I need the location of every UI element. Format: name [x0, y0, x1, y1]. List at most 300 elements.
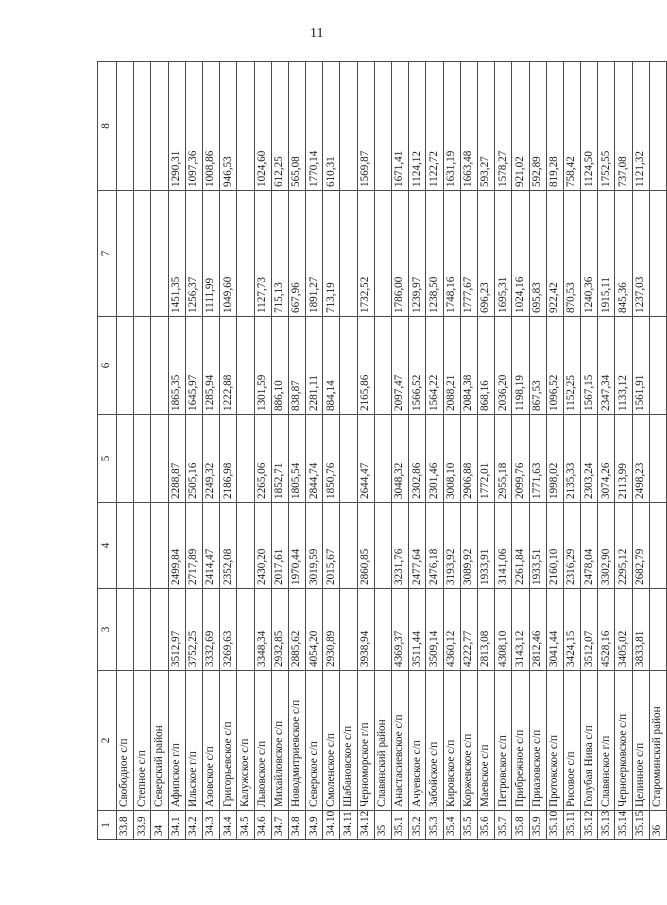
value-col-8: 1121,32	[632, 62, 649, 191]
settlement-name: Забойское с/п	[426, 671, 443, 811]
table-row	[357, 62, 374, 840]
value-col-3	[237, 589, 254, 671]
value-col-6: 1566,52	[409, 317, 426, 415]
page-number: 11	[310, 26, 324, 41]
settlement-name: Черноерковское с/п	[615, 671, 632, 811]
value-col-7: 715,13	[271, 191, 288, 317]
value-col-8: 1122,72	[426, 62, 443, 191]
value-col-4: 2316,29	[563, 503, 580, 589]
value-col-7: 1695,31	[495, 191, 512, 317]
value-col-6: 1198,19	[512, 317, 529, 415]
column-header: 5	[98, 415, 117, 503]
value-col-4: 1933,51	[529, 503, 546, 589]
value-col-3	[374, 589, 391, 671]
value-col-8: 946,53	[220, 62, 237, 191]
row-index: 34.9	[306, 811, 323, 840]
table-row	[306, 62, 323, 840]
row-index: 34.7	[271, 811, 288, 840]
value-col-6	[237, 317, 254, 415]
value-col-7: 1127,73	[254, 191, 271, 317]
value-col-5	[117, 415, 134, 503]
row-index: 35.11	[563, 811, 580, 840]
value-col-5: 2844,74	[306, 415, 323, 503]
value-col-6: 2281,11	[306, 317, 323, 415]
value-col-5: 2505,16	[185, 415, 202, 503]
table-row	[581, 62, 598, 840]
value-col-5	[374, 415, 391, 503]
column-header: 1	[98, 811, 117, 840]
settlement-name: Григорьевское с/п	[220, 671, 237, 811]
rotated-table-container	[97, 62, 664, 840]
value-col-7: 1891,27	[306, 191, 323, 317]
table-row	[323, 62, 340, 840]
table-row	[477, 62, 494, 840]
row-index: 33.9	[134, 811, 151, 840]
settlement-name: Михайловское с/п	[271, 671, 288, 811]
value-col-6: 1096,52	[546, 317, 563, 415]
value-col-3: 3512,97	[168, 589, 185, 671]
value-col-7: 1239,97	[409, 191, 426, 317]
table-row	[460, 62, 477, 840]
value-col-8: 1752,55	[598, 62, 615, 191]
value-col-6: 1222,88	[220, 317, 237, 415]
table-row	[529, 62, 546, 840]
row-index: 34.5	[237, 811, 254, 840]
row-index: 34.8	[288, 811, 305, 840]
table-row	[185, 62, 202, 840]
value-col-4	[374, 503, 391, 589]
value-col-5	[340, 415, 357, 503]
value-col-5: 1998,02	[546, 415, 563, 503]
row-index: 34.2	[185, 811, 202, 840]
value-col-4	[151, 503, 168, 589]
row-index: 35.1	[392, 811, 409, 840]
value-col-8: 610,31	[323, 62, 340, 191]
value-col-3: 3511,44	[409, 589, 426, 671]
value-col-5	[237, 415, 254, 503]
value-col-3: 4222,77	[460, 589, 477, 671]
value-col-6: 886,10	[271, 317, 288, 415]
tariff-table	[97, 61, 667, 840]
value-col-4: 2295,12	[615, 503, 632, 589]
row-index: 34.4	[220, 811, 237, 840]
value-col-3: 4369,37	[392, 589, 409, 671]
value-col-5: 1852,71	[271, 415, 288, 503]
value-col-5: 1771,63	[529, 415, 546, 503]
value-col-5: 3074,26	[598, 415, 615, 503]
row-index: 35.5	[460, 811, 477, 840]
value-col-4: 3231,76	[392, 503, 409, 589]
row-index: 34.3	[202, 811, 219, 840]
value-col-3	[134, 589, 151, 671]
row-index: 35.7	[495, 811, 512, 840]
value-col-4: 2414,47	[202, 503, 219, 589]
value-col-8: 1770,14	[306, 62, 323, 191]
value-col-6: 2165,86	[357, 317, 374, 415]
value-col-8: 565,08	[288, 62, 305, 191]
value-col-3: 4528,16	[598, 589, 615, 671]
value-col-7: 713,19	[323, 191, 340, 317]
value-col-6: 1567,15	[581, 317, 598, 415]
value-col-3: 3509,14	[426, 589, 443, 671]
value-col-6: 1301,59	[254, 317, 271, 415]
value-col-6: 1645,97	[185, 317, 202, 415]
value-col-7: 667,96	[288, 191, 305, 317]
value-col-4: 3019,59	[306, 503, 323, 589]
table-row	[288, 62, 305, 840]
settlement-name: Львовское с/п	[254, 671, 271, 811]
value-col-5: 1772,01	[477, 415, 494, 503]
value-col-3: 2930,89	[323, 589, 340, 671]
value-col-3: 3512,07	[581, 589, 598, 671]
table-row	[271, 62, 288, 840]
table-row	[443, 62, 460, 840]
value-col-6	[374, 317, 391, 415]
value-col-8: 1290,31	[168, 62, 185, 191]
value-col-7	[151, 191, 168, 317]
value-col-6: 2088,21	[443, 317, 460, 415]
value-col-6	[340, 317, 357, 415]
value-col-3: 4054,20	[306, 589, 323, 671]
value-col-7	[237, 191, 254, 317]
settlement-name: Шабановское с/п	[340, 671, 357, 811]
settlement-name: Прибрежное с/п	[512, 671, 529, 811]
settlement-name: Коржевское с/п	[460, 671, 477, 811]
value-col-3: 2932,85	[271, 589, 288, 671]
table-row	[117, 62, 134, 840]
value-col-8: 1578,27	[495, 62, 512, 191]
value-col-3	[151, 589, 168, 671]
value-col-8	[151, 62, 168, 191]
value-col-3: 3938,94	[357, 589, 374, 671]
value-col-4: 1933,91	[477, 503, 494, 589]
value-col-7	[340, 191, 357, 317]
value-col-3: 3332,69	[202, 589, 219, 671]
value-col-8: 592,89	[529, 62, 546, 191]
row-index: 35.13	[598, 811, 615, 840]
value-col-5: 2265,06	[254, 415, 271, 503]
value-col-7	[649, 191, 666, 317]
value-col-5: 2303,24	[581, 415, 598, 503]
table-row	[392, 62, 409, 840]
value-col-6: 2347,34	[598, 317, 615, 415]
value-col-7: 1049,60	[220, 191, 237, 317]
value-col-3: 3143,12	[512, 589, 529, 671]
row-index: 36	[649, 811, 666, 840]
row-index: 35.3	[426, 811, 443, 840]
column-header: 3	[98, 589, 117, 671]
row-index: 35.8	[512, 811, 529, 840]
settlement-name: Афипское г/п	[168, 671, 185, 811]
value-col-7: 1732,52	[357, 191, 374, 317]
row-index: 35.4	[443, 811, 460, 840]
table-row	[426, 62, 443, 840]
value-col-4: 3193,92	[443, 503, 460, 589]
value-col-6	[134, 317, 151, 415]
value-col-7	[134, 191, 151, 317]
value-col-7: 1024,16	[512, 191, 529, 317]
value-col-5: 2301,46	[426, 415, 443, 503]
value-col-7	[117, 191, 134, 317]
value-col-6: 2097,47	[392, 317, 409, 415]
value-col-4: 2682,79	[632, 503, 649, 589]
value-col-7: 922,42	[546, 191, 563, 317]
value-col-4	[237, 503, 254, 589]
settlement-name: Кировское с/п	[443, 671, 460, 811]
value-col-5: 2498,23	[632, 415, 649, 503]
value-col-8: 921,02	[512, 62, 529, 191]
settlement-name: Свободное с/п	[117, 671, 134, 811]
column-header: 6	[98, 317, 117, 415]
value-col-8: 1671,41	[392, 62, 409, 191]
value-col-8: 1008,86	[202, 62, 219, 191]
value-col-6: 2084,38	[460, 317, 477, 415]
value-col-7: 1777,67	[460, 191, 477, 317]
value-col-4: 1970,44	[288, 503, 305, 589]
value-col-3: 4360,12	[443, 589, 460, 671]
value-col-6: 1561,91	[632, 317, 649, 415]
value-col-8: 737,08	[615, 62, 632, 191]
table-row	[168, 62, 185, 840]
value-col-4: 2476,18	[426, 503, 443, 589]
value-col-3	[340, 589, 357, 671]
value-col-3: 3405,02	[615, 589, 632, 671]
value-col-6: 838,87	[288, 317, 305, 415]
value-col-8: 1124,12	[409, 62, 426, 191]
row-index: 35.9	[529, 811, 546, 840]
value-col-6: 1865,35	[168, 317, 185, 415]
value-col-4: 2352,08	[220, 503, 237, 589]
value-col-8: 1631,19	[443, 62, 460, 191]
value-col-8	[117, 62, 134, 191]
row-index: 35.10	[546, 811, 563, 840]
table-row	[134, 62, 151, 840]
value-col-6	[649, 317, 666, 415]
value-col-5: 2113,99	[615, 415, 632, 503]
value-col-8	[374, 62, 391, 191]
table-row	[632, 62, 649, 840]
value-col-6: 884,14	[323, 317, 340, 415]
table-row	[254, 62, 271, 840]
value-col-5: 2186,98	[220, 415, 237, 503]
settlement-name: Ильское г/п	[185, 671, 202, 811]
row-index: 35.2	[409, 811, 426, 840]
value-col-5	[649, 415, 666, 503]
value-col-6	[117, 317, 134, 415]
value-col-4: 3302,90	[598, 503, 615, 589]
settlement-name: Анастасиевское с/п	[392, 671, 409, 811]
table-row	[409, 62, 426, 840]
column-header: 8	[98, 62, 117, 191]
value-col-8: 1569,87	[357, 62, 374, 191]
settlement-name: Маевское с/п	[477, 671, 494, 811]
settlement-name: Калужское с/п	[237, 671, 254, 811]
value-col-8	[134, 62, 151, 191]
settlement-name: Славянское г/п	[598, 671, 615, 811]
value-col-7: 695,83	[529, 191, 546, 317]
value-col-4	[649, 503, 666, 589]
value-col-7: 1238,50	[426, 191, 443, 317]
value-col-7: 1786,00	[392, 191, 409, 317]
table-body	[117, 62, 667, 840]
header-row	[98, 62, 117, 840]
value-col-3: 2813,08	[477, 589, 494, 671]
settlement-name: Северское с/п	[306, 671, 323, 811]
value-col-4: 2430,20	[254, 503, 271, 589]
row-index: 34.1	[168, 811, 185, 840]
value-col-6: 867,53	[529, 317, 546, 415]
table-row	[237, 62, 254, 840]
row-index: 34.12	[357, 811, 374, 840]
value-col-4	[117, 503, 134, 589]
column-header: 7	[98, 191, 117, 317]
value-col-3: 3752,25	[185, 589, 202, 671]
value-col-6: 1133,12	[615, 317, 632, 415]
row-index: 34	[151, 811, 168, 840]
value-col-6: 1152,25	[563, 317, 580, 415]
value-col-4: 2015,67	[323, 503, 340, 589]
settlement-name: Рисовое с/п	[563, 671, 580, 811]
row-index: 35.12	[581, 811, 598, 840]
value-col-7	[374, 191, 391, 317]
table-row	[649, 62, 666, 840]
value-col-7: 1748,16	[443, 191, 460, 317]
table-row	[512, 62, 529, 840]
row-index: 35.6	[477, 811, 494, 840]
table-row	[151, 62, 168, 840]
value-col-8	[237, 62, 254, 191]
value-col-8: 612,25	[271, 62, 288, 191]
value-col-6: 1285,94	[202, 317, 219, 415]
value-col-4: 2860,85	[357, 503, 374, 589]
row-index: 35	[374, 811, 391, 840]
value-col-5	[134, 415, 151, 503]
table-row	[495, 62, 512, 840]
value-col-8: 1663,48	[460, 62, 477, 191]
table-row	[340, 62, 357, 840]
value-col-5: 2135,33	[563, 415, 580, 503]
table-row	[563, 62, 580, 840]
value-col-6: 868,16	[477, 317, 494, 415]
row-index: 33.8	[117, 811, 134, 840]
value-col-4: 2477,64	[409, 503, 426, 589]
value-col-6: 1564,22	[426, 317, 443, 415]
settlement-name: Славянский район	[374, 671, 391, 811]
value-col-3: 2885,62	[288, 589, 305, 671]
value-col-4	[134, 503, 151, 589]
value-col-7: 696,23	[477, 191, 494, 317]
value-col-8: 758,42	[563, 62, 580, 191]
row-index: 34.11	[340, 811, 357, 840]
value-col-5	[151, 415, 168, 503]
value-col-5: 2906,88	[460, 415, 477, 503]
value-col-3	[649, 589, 666, 671]
value-col-8: 593,27	[477, 62, 494, 191]
value-col-7: 1237,03	[632, 191, 649, 317]
value-col-5: 2955,18	[495, 415, 512, 503]
value-col-4: 3089,92	[460, 503, 477, 589]
settlement-name: Голубая Нива с/п	[581, 671, 598, 811]
value-col-3	[117, 589, 134, 671]
value-col-7: 1451,35	[168, 191, 185, 317]
value-col-3: 3833,81	[632, 589, 649, 671]
value-col-5: 2249,32	[202, 415, 219, 503]
settlement-name: Азовское с/п	[202, 671, 219, 811]
settlement-name: Ачуевское с/п	[409, 671, 426, 811]
value-col-4: 2160,10	[546, 503, 563, 589]
table-row	[546, 62, 563, 840]
value-col-7: 870,53	[563, 191, 580, 317]
value-col-5: 1850,76	[323, 415, 340, 503]
settlement-name: Петровское с/п	[495, 671, 512, 811]
value-col-4: 2499,84	[168, 503, 185, 589]
settlement-name: Целинное с/п	[632, 671, 649, 811]
value-col-5: 3048,32	[392, 415, 409, 503]
value-col-3: 3424,15	[563, 589, 580, 671]
value-col-7: 845,36	[615, 191, 632, 317]
value-col-5: 2644,47	[357, 415, 374, 503]
value-col-4: 2017,61	[271, 503, 288, 589]
table-row	[598, 62, 615, 840]
value-col-7: 1256,37	[185, 191, 202, 317]
settlement-name: Черноморское г/п	[357, 671, 374, 811]
row-index: 35.14	[615, 811, 632, 840]
value-col-5: 1805,54	[288, 415, 305, 503]
value-col-3: 2812,46	[529, 589, 546, 671]
table-row	[615, 62, 632, 840]
value-col-8	[649, 62, 666, 191]
value-col-8	[340, 62, 357, 191]
value-col-5: 3008,10	[443, 415, 460, 503]
value-col-3: 3269,63	[220, 589, 237, 671]
row-index: 35.15	[632, 811, 649, 840]
value-col-7: 1915,11	[598, 191, 615, 317]
value-col-3: 3041,44	[546, 589, 563, 671]
row-index: 34.6	[254, 811, 271, 840]
row-index: 34.10	[323, 811, 340, 840]
value-col-4: 2717,89	[185, 503, 202, 589]
value-col-8: 1097,36	[185, 62, 202, 191]
settlement-name: Приазовское с/п	[529, 671, 546, 811]
value-col-7: 1111,99	[202, 191, 219, 317]
value-col-4: 3141,06	[495, 503, 512, 589]
column-header: 2	[98, 671, 117, 811]
settlement-name: Протокское с/п	[546, 671, 563, 811]
value-col-5: 2099,76	[512, 415, 529, 503]
value-col-4	[340, 503, 357, 589]
value-col-5: 2288,87	[168, 415, 185, 503]
column-header: 4	[98, 503, 117, 589]
table-row	[202, 62, 219, 840]
value-col-8: 1124,50	[581, 62, 598, 191]
value-col-7: 1240,36	[581, 191, 598, 317]
value-col-3: 3348,34	[254, 589, 271, 671]
value-col-5: 2302,86	[409, 415, 426, 503]
table-row	[220, 62, 237, 840]
table-row	[374, 62, 391, 840]
value-col-4: 2478,04	[581, 503, 598, 589]
settlement-name: Степное с/п	[134, 671, 151, 811]
settlement-name: Новодмитриевское с/п	[288, 671, 305, 811]
settlement-name: Северский район	[151, 671, 168, 811]
value-col-6	[151, 317, 168, 415]
value-col-8: 1024,60	[254, 62, 271, 191]
settlement-name: Староминский район	[649, 671, 666, 811]
value-col-8: 819,28	[546, 62, 563, 191]
value-col-3: 4308,10	[495, 589, 512, 671]
settlement-name: Смоленское с/п	[323, 671, 340, 811]
value-col-6: 2036,20	[495, 317, 512, 415]
